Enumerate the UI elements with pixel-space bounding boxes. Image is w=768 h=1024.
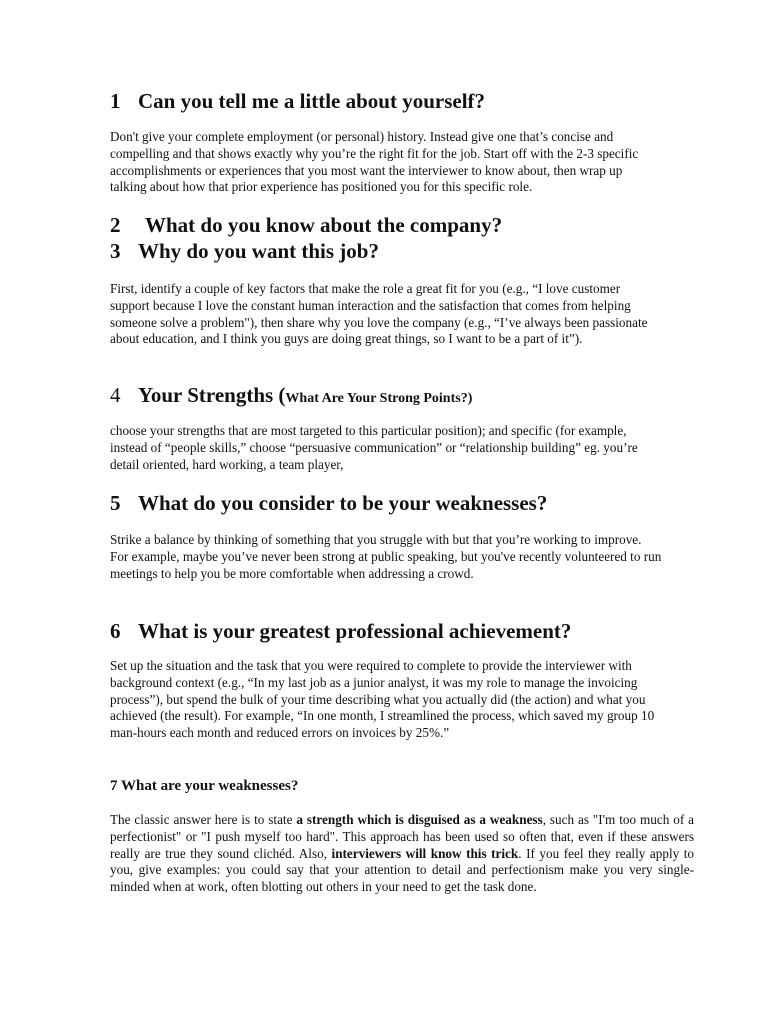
paragraph-7-bold-2: interviewers will know this trick — [331, 845, 519, 861]
heading-2-title: What do you know about the company? — [145, 213, 503, 237]
heading-6-title: What is your greatest professional achievement? — [138, 619, 572, 643]
heading-5 — [110, 491, 547, 515]
paragraph-4: choose your strengths that are most targeted to this particular position); and specific (for example, instead of “people skills,” choose “persuasive communication” or “relationship building” eg. you’re detail oriented, hard working, a team player, — [110, 423, 638, 472]
heading-4-subtitle: What Are Your Strong Points?) — [285, 391, 473, 406]
heading-2-number: 2 — [110, 213, 121, 237]
heading-1-number: 1 — [110, 89, 121, 113]
heading-2 — [110, 213, 502, 237]
heading-3-title: Why do you want this job? — [138, 239, 379, 263]
paragraph-7-bold-1: a strength which is disguised as a weakness — [296, 812, 543, 827]
heading-1-title: Can you tell me a little about yourself? — [138, 89, 486, 113]
heading-5-title: What do you consider to be your weaknesses? — [138, 491, 548, 515]
paragraph-7 — [110, 812, 694, 896]
paragraph-7-part-1: The classic answer here is to state — [110, 812, 297, 827]
heading-5-number: 5 — [110, 491, 121, 515]
heading-6-number: 6 — [110, 619, 121, 643]
heading-4-title: Your Strengths ( — [138, 383, 286, 407]
heading-4 — [110, 383, 472, 411]
heading-4-number: 4 — [110, 383, 121, 407]
paragraph-5: Strike a balance by thinking of something that you struggle with but that you’re working to improve. For example, maybe you’ve never been strong at public speaking, but you've recently volunteered to run meetings to help you be more comfortable when addressing a crowd. — [110, 532, 662, 581]
paragraph-3: First, identify a couple of key factors that make the role a great fit for you (e.g., “I love customer support because I love the constant human interaction and the satisfaction that comes from helping someone solve a problem"), then share why you love the company (e.g., “I’ve always been passionate about education, and I think you guys are doing great things, so I want to be a part of it”). — [110, 281, 648, 347]
paragraph-1: Don't give your complete employment (or personal) history. Instead give one that’s concise and compelling and that shows exactly why you’re the right fit for the job. Start off with the 2-3 specific accomplishments or experiences that you most want the interviewer to know about, then wrap up talking about how that prior experience has positioned you for this specific role. — [110, 129, 639, 195]
paragraph-7-part-2: , such as "I'm too much of a perfectionist" or "I push myself too hard". This approach has been used so often that, even if these answers really are true they sound clichéd. Also, — [110, 812, 694, 861]
heading-1 — [110, 89, 485, 113]
paragraph-6: Set up the situation and the task that you were required to complete to provide the interviewer with background context (e.g., “In my last job as a junior analyst, it was my role to manage the invoicing process”), but spend the bulk of your time describing what you actually did (the action) and what you achieved (the result). For example, “In one month, I streamlined the process, which saved my group 10 man-hours each month and reduced errors on invoices by 25%.” — [110, 658, 655, 741]
paragraph-7-part-3: . If you feel they really apply to you, give examples: you could say that your attention to detail and perfectionism make you very single-minded when at work, often blotting out others in your need to get the task done. — [110, 845, 695, 895]
heading-3 — [110, 239, 379, 263]
heading-7: 7 What are your weaknesses? — [110, 778, 299, 794]
heading-3-number: 3 — [110, 239, 121, 263]
heading-6 — [110, 619, 571, 643]
